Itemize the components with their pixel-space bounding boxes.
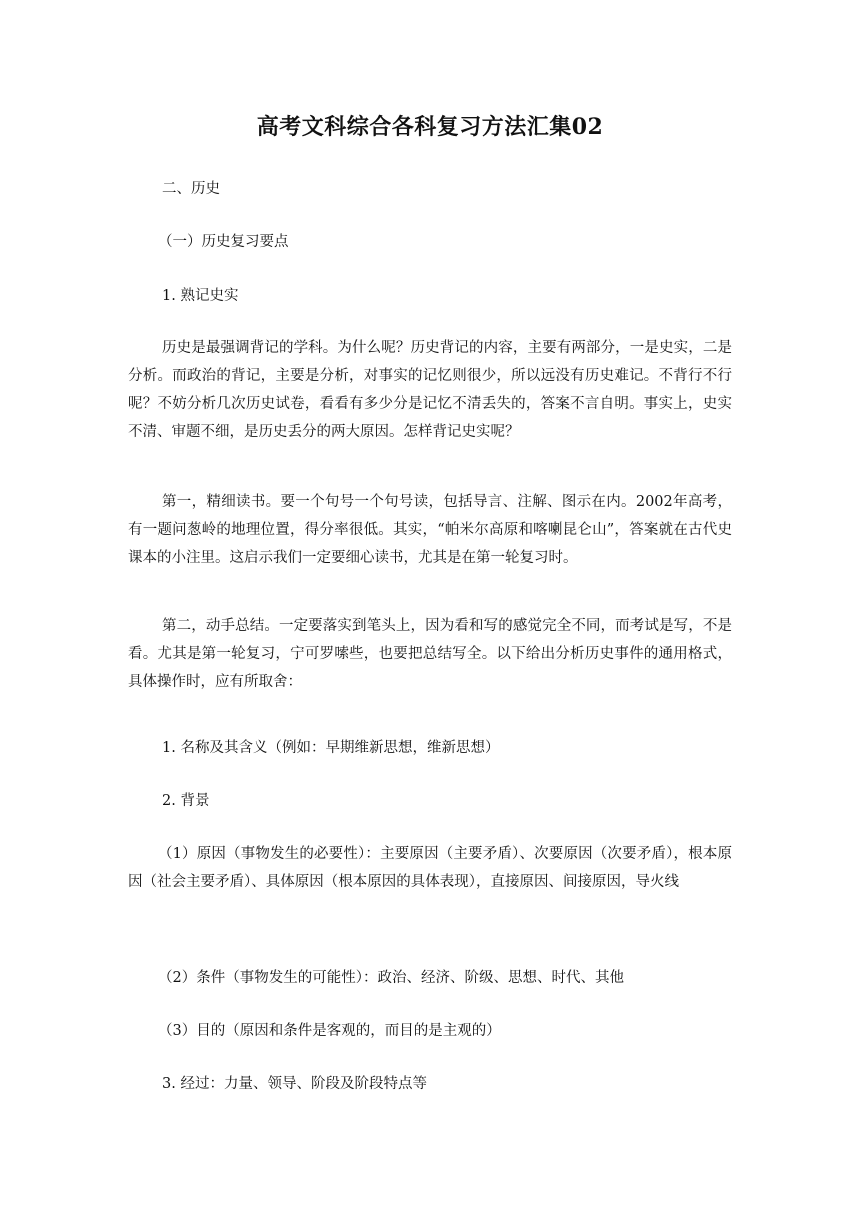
sub-item-causes: （1）原因（事物发生的必要性）：主要原因（主要矛盾）、次要原因（次要矛盾），根本原因（社会主要矛盾）、具体原因（根本原因的具体表现），直接原因、间接原因，导火线 — [128, 846, 732, 890]
paragraph-memorize-facts: 历史是最强调背记的学科。为什么呢？历史背记的内容，主要有两部分，一是史实，二是分析。而政治的背记，主要是分析，对事实的记忆则很少，所以远没有历史难记。不背行不行呢？不妨分析几次历史试卷，看看有多少分是记忆不清丢失的，答案不言自明。事实上，史实不清、审题不细，是历史丢分的两大原因。怎样背记史实呢？ — [128, 340, 732, 440]
list-item-background: 2. 背景 — [162, 793, 210, 809]
list-item-name-meaning: 1. 名称及其含义（例如：早期维新思想，维新思想） — [162, 740, 500, 756]
list-item-process: 3. 经过：力量、领导、阶段及阶段特点等 — [162, 1076, 427, 1092]
subsection-heading: （一）历史复习要点 — [158, 234, 289, 250]
sub-item-conditions: （2）条件（事物发生的可能性）：政治、经济、阶级、思想、时代、其他 — [158, 970, 624, 986]
item1-heading: 1. 熟记史实 — [162, 288, 239, 304]
section-heading: 二、历史 — [162, 181, 220, 197]
document-title: 高考文科综合各科复习方法汇集02 — [256, 114, 604, 140]
paragraph-summarize: 第二，动手总结。一定要落实到笔头上，因为看和写的感觉完全不同，而考试是写，不是看。尤其是第一轮复习，宁可罗嗦些，也要把总结写全。以下给出分析历史事件的通用格式，具体操作时，应有所取舍： — [128, 618, 732, 690]
paragraph-careful-reading: 第一，精细读书。要一个句号一个句号读，包括导言、注解、图示在内。2002年高考，有一题问葱岭的地理位置，得分率很低。其实，“帕米尔高原和喀喇昆仑山”，答案就在古代史课本的小注里。这启示我们一定要细心读书，尤其是在第一轮复习时。 — [128, 494, 732, 566]
sub-item-purpose: （3）目的（原因和条件是客观的，而目的是主观的） — [158, 1023, 501, 1039]
